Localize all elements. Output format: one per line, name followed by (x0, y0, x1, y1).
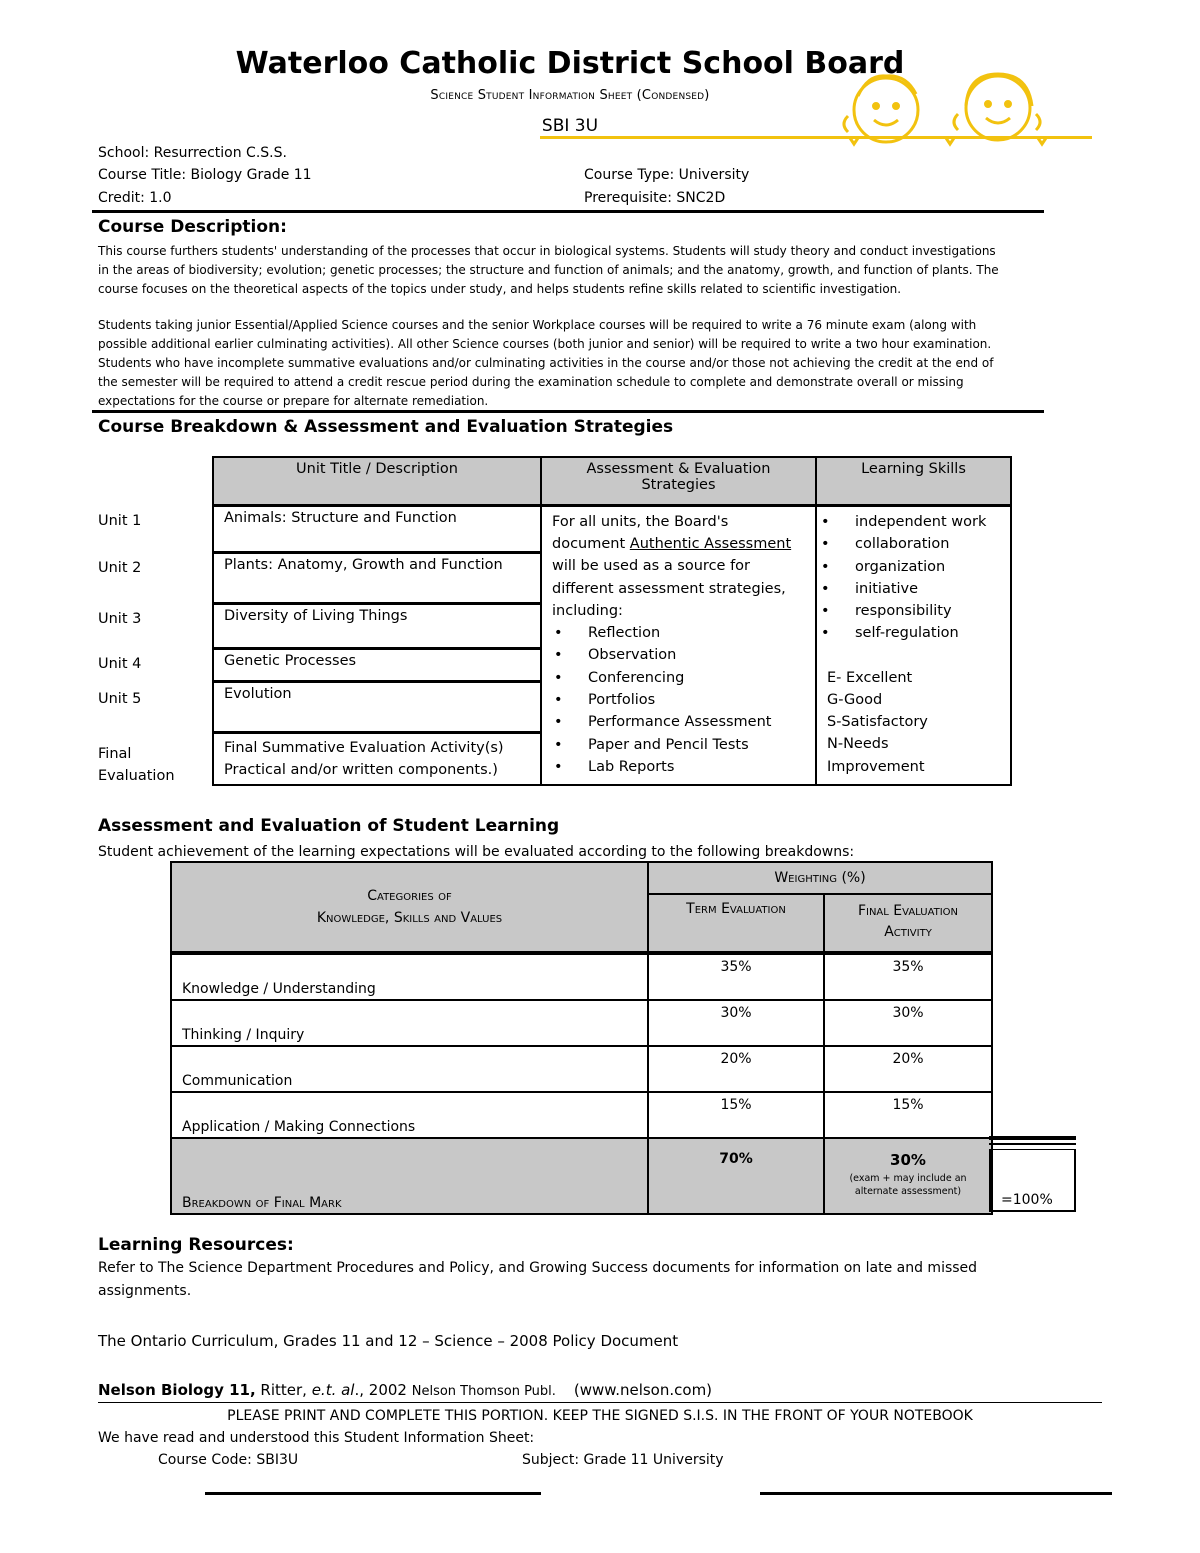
course-breakdown-table (212, 456, 1012, 786)
evaluation-table (170, 861, 993, 1215)
description-line: possible additional earlier culminating activities). All other Science courses (both junior and senior) will be required to write a two hour examination. (98, 337, 992, 351)
curriculum-reference: The Ontario Curriculum, Grades 11 and 12 – Science – 2008 Policy Document (98, 1332, 679, 1350)
final-weight: 15% (824, 1092, 992, 1138)
assessment-intro-end: will be used as a source for different assessment strategies, including: (552, 558, 786, 619)
description-line: Students taking junior Essential/Applied Science courses and the senior Workplace courses will be required to write a 76 minute exam (along with (98, 318, 977, 332)
course-type: Course Type: University (584, 167, 750, 183)
category-name: Application / Making Connections (171, 1092, 648, 1138)
unit-title: Evolution (213, 682, 541, 733)
category-name: Knowledge / Understanding (171, 953, 648, 1000)
signoff-subject (522, 1452, 724, 1468)
divider (92, 210, 1044, 213)
book-publisher: Nelson Thomson Publ. (411, 1384, 556, 1399)
final-header-line: Final Evaluation (857, 903, 959, 919)
col-header-assessment: Assessment & Evaluation Strategies (541, 457, 816, 506)
categories-header (171, 862, 648, 953)
student-signature-line[interactable] (205, 1492, 541, 1495)
prerequisite: Prerequisite: SNC2D (584, 190, 726, 206)
list-item: • Portfolios (576, 689, 805, 711)
description-line: This course furthers students' understanding of the processes that occur in biological systems. Students will study theory and conduct investigations (98, 244, 996, 258)
list-item: • Reflection (576, 622, 805, 644)
final-total-note: (exam + may include an alternate assessment) (849, 1173, 967, 1197)
list-item: • Conferencing (576, 667, 805, 689)
kids-faces-icon (838, 66, 1098, 148)
divider (989, 1136, 1076, 1140)
book-author: Ritter, (255, 1381, 312, 1399)
assessment-strategies-cell (541, 506, 816, 786)
final-evaluation-header (824, 894, 992, 953)
course-description-paragraph (98, 242, 1058, 299)
learning-skills-cell (816, 506, 1011, 786)
strategies-list (552, 622, 805, 778)
final-weight: 20% (824, 1046, 992, 1092)
course-breakdown-heading: Course Breakdown & Assessment and Evaluation Strategies (98, 417, 674, 437)
credit-value: Credit: 1.0 (98, 190, 172, 206)
subject-label: Subject: (522, 1452, 580, 1468)
scale-item: Improvement (827, 758, 925, 775)
list-item: • responsibility (843, 600, 1000, 622)
textbook-reference (98, 1381, 712, 1399)
list-item: • independent work (843, 511, 1000, 533)
final-total: 30% (890, 1151, 926, 1169)
list-item: • self-regulation (843, 622, 1000, 644)
parent-signature-line[interactable] (760, 1492, 1112, 1495)
final-header-line: Activity (884, 924, 932, 940)
book-url: (www.nelson.com) (573, 1381, 713, 1399)
resources-line: Refer to The Science Department Procedures and Policy, and Growing Success documents for information on late and missed (98, 1260, 978, 1276)
unit-title: Final Summative Evaluation Activity(s) Practical and/or written components.) (213, 733, 541, 786)
divider (92, 410, 1044, 413)
col-header-unit: Unit Title / Description (213, 457, 541, 506)
unit-label: Unit 1 (98, 513, 142, 529)
description-line: Students who have incomplete summative evaluations and/or culminating activities in the course and/or those not achieving the credit at the end of (98, 356, 994, 370)
unit-title: Genetic Processes (213, 649, 541, 682)
list-item: • Paper and Pencil Tests (576, 734, 805, 756)
evaluation-intro: Student achievement of the learning expectations will be evaluated according to the following breakdowns: (98, 844, 855, 860)
page-title: Waterloo Catholic District School Board (235, 46, 905, 81)
skills-list (827, 511, 1000, 645)
unit-label: Final Evaluation (98, 746, 175, 784)
signoff-course-code: Course Code: SBI3U (158, 1452, 299, 1468)
unit-title: Diversity of Living Things (213, 604, 541, 649)
scale-item: E- Excellent (827, 669, 913, 686)
categories-header-line: Categories of (367, 888, 452, 904)
authentic-assessment-link: Authentic Assessment (629, 536, 792, 553)
learning-resources-heading: Learning Resources: (98, 1235, 294, 1255)
course-title: Course Title: Biology Grade 11 (98, 167, 312, 183)
unit-label: Unit 5 (98, 691, 142, 707)
description-line: course focuses on the theoretical aspects of the topics under study, and helps students refine skills related to scientific investigation. (98, 282, 902, 296)
scale-item: S-Satisfactory (827, 714, 928, 731)
book-title: Nelson Biology 11, (98, 1381, 256, 1399)
category-name: Thinking / Inquiry (171, 1000, 648, 1046)
term-weight: 30% (648, 1000, 824, 1046)
page-subtitle: Science Student Information Sheet (Condensed) (430, 88, 710, 103)
list-item: • Lab Reports (576, 756, 805, 778)
term-weight: 35% (648, 953, 824, 1000)
description-line: the semester will be required to attend a credit rescue period during the examination schedule to complete and demonstrate overall or missing (98, 375, 964, 389)
category-name: Communication (171, 1046, 648, 1092)
unit-label: Unit 3 (98, 611, 142, 627)
total-sum-box (989, 1149, 1076, 1212)
unit-title: Plants: Anatomy, Growth and Function (213, 553, 541, 604)
scale-item: G-Good (827, 691, 883, 708)
list-item: • Observation (576, 644, 805, 666)
final-weight: 35% (824, 953, 992, 1000)
exam-policy-paragraph (98, 316, 1058, 411)
term-weight: 20% (648, 1046, 824, 1092)
course-code-heading: SBI 3U (541, 116, 599, 136)
final-mark-label: Breakdown of Final Mark (171, 1138, 648, 1214)
list-item: • initiative (843, 578, 1000, 600)
description-line: in the areas of biodiversity; evolution; genetic processes; the structure and function of animals; and the anatomy, growth, and function of plants. The (98, 263, 999, 277)
subject-value: Grade 11 University (583, 1452, 724, 1468)
divider (98, 1402, 1102, 1403)
term-total: 70% (648, 1138, 824, 1214)
final-total-cell (824, 1138, 992, 1214)
unit-title: Animals: Structure and Function (213, 506, 541, 553)
final-weight: 30% (824, 1000, 992, 1046)
term-weight: 15% (648, 1092, 824, 1138)
description-line: expectations for the course or prepare for alternate remediation. (98, 394, 489, 408)
term-evaluation-header: Term Evaluation (648, 894, 824, 953)
signoff-read-line: We have read and understood this Student Information Sheet: (98, 1430, 535, 1446)
school-name: School: Resurrection C.S.S. (98, 145, 287, 161)
list-item: • Performance Assessment (576, 711, 805, 733)
assessment-intro: For all units, the Board's document (552, 514, 729, 553)
book-etal: e.t. al (311, 1381, 355, 1399)
list-item: • organization (843, 556, 1000, 578)
course-description-heading: Course Description: (98, 217, 287, 237)
total-sum: =100% (1001, 1192, 1053, 1208)
scale-item: N-Needs (827, 736, 889, 753)
unit-label: Unit 4 (98, 656, 142, 672)
unit-label: Unit 2 (98, 560, 142, 576)
categories-header-line: Knowledge, Skills and Values (316, 910, 503, 926)
divider (989, 1143, 1076, 1145)
col-header-skills: Learning Skills (816, 457, 1011, 506)
weighting-header: Weighting (%) (648, 862, 992, 894)
list-item: • collaboration (843, 533, 1000, 555)
book-rest: ., 2002 (354, 1381, 412, 1399)
signoff-instruction: PLEASE PRINT AND COMPLETE THIS PORTION. KEEP THE SIGNED S.I.S. IN THE FRONT OF YOUR NOTEBOOK (227, 1408, 973, 1424)
evaluation-heading: Assessment and Evaluation of Student Learning (98, 816, 560, 836)
resources-line: assignments. (98, 1283, 192, 1299)
